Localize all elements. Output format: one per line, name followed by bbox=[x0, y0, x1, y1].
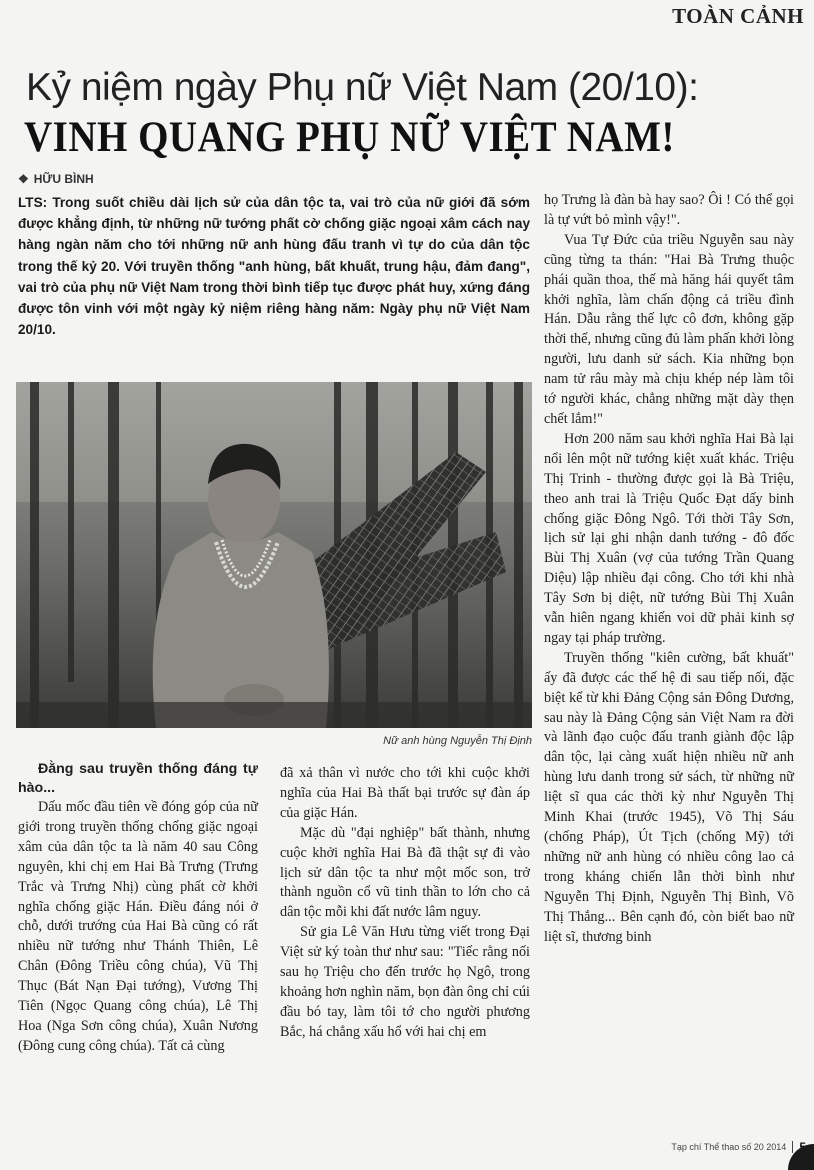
section-subhead: Đằng sau truyền thống đáng tự hào... bbox=[18, 761, 258, 796]
article-column-3 bbox=[544, 191, 794, 947]
paragraph: Vua Tự Đức của triều Nguyễn sau này cũng từng ta thán: "Hai Bà Trưng thuộc phái quần thoa, thế mà hăng hái quyết tâm khởi nghĩa, làm chấn động cả triều đình Hán. Dẫu rằng thế lực cô đơn, không gặp thời thế, nhưng cũng đủ làm phấn khởi lòng người, lưu danh sử sách. Kia những bọn nam tử râu mày mà chịu khép nép làm tôi tớ người khác, chẳng những mặt dày thẹn chết lắm!" bbox=[544, 231, 794, 427]
article-column-1 bbox=[18, 760, 258, 1057]
article-headline: VINH QUANG PHỤ NỮ VIỆT NAM! bbox=[24, 113, 675, 162]
byline-bullet-icon: ❖ bbox=[18, 172, 29, 186]
article-kicker: Kỷ niệm ngày Phụ nữ Việt Nam (20/10): bbox=[26, 66, 699, 109]
article-lead: LTS: Trong suốt chiều dài lịch sử của dân tộc ta, vai trò của nữ giới đã sớm được khẳng định, từ những nữ tướng phất cờ chống giặc ngoại xâm cách nay hàng ngàn năm cho tới những nữ anh hùng đấu tranh vì tự do của dân tộc trong thế kỷ 20. Với truyền thống "anh hùng, bất khuất, trung hậu, đảm đang", vai trò của phụ nữ Việt Nam trong thời bình tiếp tục được phát huy, xứng đáng được tôn vinh với một ngày kỷ niệm riêng hàng năm: Ngày phụ nữ Việt Nam 20/10. bbox=[18, 195, 530, 338]
footer-publication: Tạp chí Thể thao số 20 2014 bbox=[671, 1142, 787, 1152]
photo-caption: Nữ anh hùng Nguyễn Thị Định bbox=[383, 735, 532, 747]
article-photo bbox=[16, 382, 532, 728]
section-label: TOÀN CẢNH bbox=[672, 4, 804, 28]
paragraph: Sử gia Lê Văn Hưu từng viết trong Đại Việt sử ký toàn thư như sau: "Tiếc rằng nối sau họ Triệu cho đến trước họ Ngô, trong khoảng hơn nghìn năm, bọn đàn ông chỉ cúi đầu bó tay, làm tôi tớ cho người phương Bắc, há chẳng xấu hổ với hai chị em bbox=[280, 924, 530, 1040]
paragraph: họ Trưng là đàn bà hay sao? Ôi ! Có thể gọi là tự vứt bỏ mình vậy!". bbox=[544, 192, 794, 228]
photo-woman-hammock-image bbox=[16, 382, 532, 728]
byline bbox=[18, 172, 94, 186]
article-column-2 bbox=[280, 764, 530, 1043]
paragraph: Hơn 200 năm sau khởi nghĩa Hai Bà lại nổi lên một nữ tướng kiệt xuất khác. Triệu Thị Trinh - thường được gọi là Bà Triệu, theo anh trai là Triệu Quốc Đạt dấy binh chống giặc Đông Ngô. Tới thời Tây Sơn, lịch sử lại ghi nhận danh tướng - đô đốc Bùi Thị Xuân (vợ của tướng Trần Quang Diệu) lập nhiều đại công. Cho tới khi nhà Tây Sơn bị diệt, nữ tướng Bùi Thị Xuân vẫn hiên ngang khiến voi dữ phải kinh sợ ngay tại pháp trường. bbox=[544, 430, 794, 646]
paragraph: Mặc dù "đại nghiệp" bất thành, nhưng cuộc khởi nghĩa Hai Bà đã thật sự đi vào lịch sử dân tộc ta như một mốc son, trở thành nguồn cổ vũ tinh thần to lớn cho cả dân tộc mỗi khi đất nước lâm nguy. bbox=[280, 824, 530, 921]
page-footer bbox=[671, 1140, 806, 1154]
paragraph: đã xả thân vì nước cho tới khi cuộc khởi nghĩa của Hai Bà thất bại trước sự đàn áp của giặc Hán. bbox=[280, 765, 530, 821]
footer-divider bbox=[792, 1141, 793, 1153]
byline-author: HỮU BÌNH bbox=[33, 172, 94, 186]
paragraph: Truyền thống "kiên cường, bất khuất" ấy đã được các thế hệ đi sau tiếp nối, đặc biệt kể từ khi Đảng Cộng sản Đông Dương, sau này là Đảng Cộng sản Việt Nam ra đời và lãnh đạo cuộc đấu tranh giành độc lập dân tộc, lại càng xuất hiện nhiều nữ anh hùng lưu danh trong sử sách, từ những nữ liệt sĩ qua các thời kỳ như Nguyễn Thị Minh Khai (trước 1945), Võ Thị Sáu (chống Pháp), Út Tịch (chống Mỹ) tới những nữ anh hùng có nhiều công lao cả trong kháng chiến lẫn thời bình như Nguyễn Thị Định, Nguyễn Thị Bình, Võ Thị Thắng... Bên cạnh đó, còn biết bao nữ liệt sĩ, thương binh bbox=[544, 649, 794, 945]
paragraph: Dấu mốc đầu tiên về đóng góp của nữ giới trong truyền thống chống giặc ngoại xâm của dân tộc ta là năm 40 sau Công nguyên, khi chị em Hai Bà Trưng (Trưng Trắc và Trưng Nhị) cùng phất cờ khởi nghĩa chống giặc Hán. Điều đáng nói ở chỗ, dưới trướng của Hai Bà cũng có rất nhiều nữ tướng như Thánh Thiên, Lê Chân (Đông Triều công chúa), Vũ Thị Thục (Bát Nạn Đại tướng), Vương Thị Tiên (Ngọc Quang công chúa), Lê Thị Hoa (Nga Sơn công chúa), Xuân Nương (Đông cung công chúa). Tất cả cùng bbox=[18, 799, 258, 1054]
